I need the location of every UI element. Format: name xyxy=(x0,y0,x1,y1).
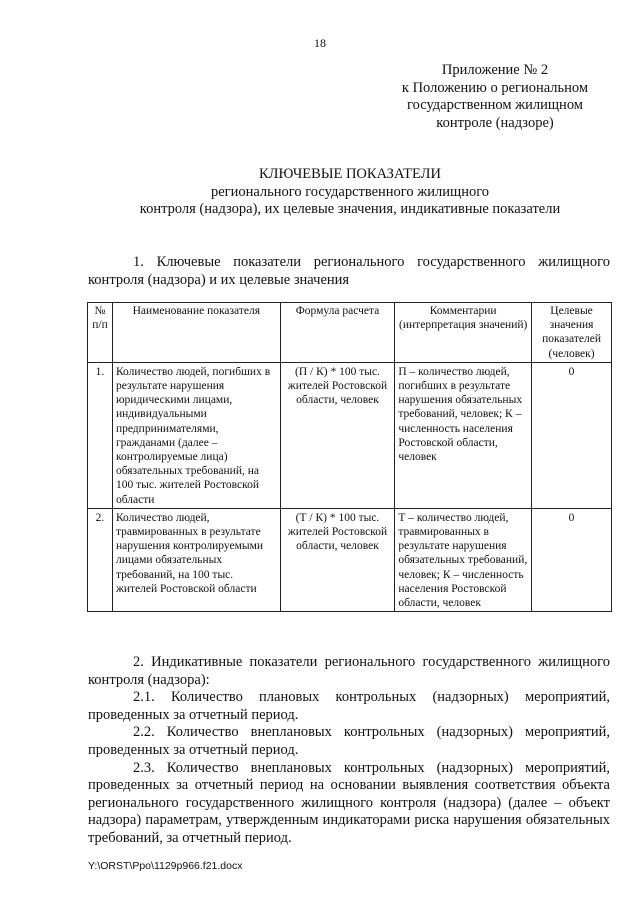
row-comment: П – количество людей, погибших в результате нарушения обязательных требований, человек; К – численность населения Ростовской области, человек xyxy=(395,362,532,508)
row-number: 1. xyxy=(88,362,113,508)
indicator-2-3: 2.3. Количество внеплановых контрольных (надзорных) мероприятий, проведенных за отчетный период на основании выявления соответствия объекта регионального государственного жилищного контроля (надзора) (далее – объект надзора) параметрам, утвержденным индикаторами риска нарушения обязательных требований, за отчетный период. xyxy=(88,759,610,846)
key-indicators-table xyxy=(87,302,612,612)
appendix-line-4: контроле (надзоре) xyxy=(436,114,554,131)
row-formula: (П / К) * 100 тыс. жителей Ростовской области, человек xyxy=(280,362,395,508)
table-row xyxy=(88,362,612,508)
header-formula: Формула расчета xyxy=(280,303,395,363)
section-1-heading xyxy=(88,254,610,289)
header-indicator-name: Наименование показателя xyxy=(112,303,280,363)
appendix-line-3: государственном жилищном xyxy=(407,97,583,113)
indicator-2-2: 2.2. Количество внеплановых контрольных (надзорных) мероприятий, проведенных за отчетный период. xyxy=(88,724,610,758)
document-title xyxy=(60,166,640,219)
appendix-reference xyxy=(395,62,595,132)
section-2 xyxy=(88,654,610,848)
title-main: КЛЮЧЕВЫЕ ПОКАЗАТЕЛИ xyxy=(259,166,441,182)
file-path-footer: Y:\ORST\Ppo\1129p966.f21.docx xyxy=(88,860,243,872)
row-comment: Т – количество людей, травмированных в результате нарушения обязательных требований, человек; К – численность населения Ростовской области, человек xyxy=(395,508,532,611)
table-row xyxy=(88,508,612,611)
table-header-row xyxy=(88,303,612,363)
header-comments: Комментарии (интерпретация значений) xyxy=(395,303,532,363)
row-formula: (Т / К) * 100 тыс. жителей Ростовской области, человек xyxy=(280,508,395,611)
title-subtitle-2: контроля (надзора), их целевые значения, индикативные показатели xyxy=(139,201,561,217)
row-indicator-name: Количество людей, травмированных в результате нарушения контролируемыми лицами обязательных требований, на 100 тыс. жителей Ростовской области xyxy=(112,508,280,611)
row-target: 0 xyxy=(532,508,612,611)
row-target: 0 xyxy=(532,362,612,508)
section-2-heading: 2. Индикативные показатели регионального государственного жилищного контроля (надзора): xyxy=(88,654,610,688)
indicator-2-1: 2.1. Количество плановых контрольных (надзорных) мероприятий, проведенных за отчетный период. xyxy=(88,689,610,723)
header-target-values: Целевые значения показателей (человек) xyxy=(532,303,612,363)
appendix-line-1: Приложение № 2 xyxy=(441,62,549,78)
row-number: 2. xyxy=(88,508,113,611)
row-indicator-name: Количество людей, погибших в результате нарушения юридическими лицами, индивидуальными предпринимателями, гражданами (далее – контролируемые лица) обязательных требований, на 100 тыс. жителей Ростовской области xyxy=(112,362,280,508)
appendix-line-2: к Положению о региональном xyxy=(401,79,589,96)
page-number: 18 xyxy=(314,36,326,50)
title-subtitle-1: регионального государственного жилищного xyxy=(210,183,490,200)
header-number: № п/п xyxy=(88,303,113,363)
section-1-text: 1. Ключевые показатели регионального государственного жилищного контроля (надзора) и их целевые значения xyxy=(88,254,610,288)
